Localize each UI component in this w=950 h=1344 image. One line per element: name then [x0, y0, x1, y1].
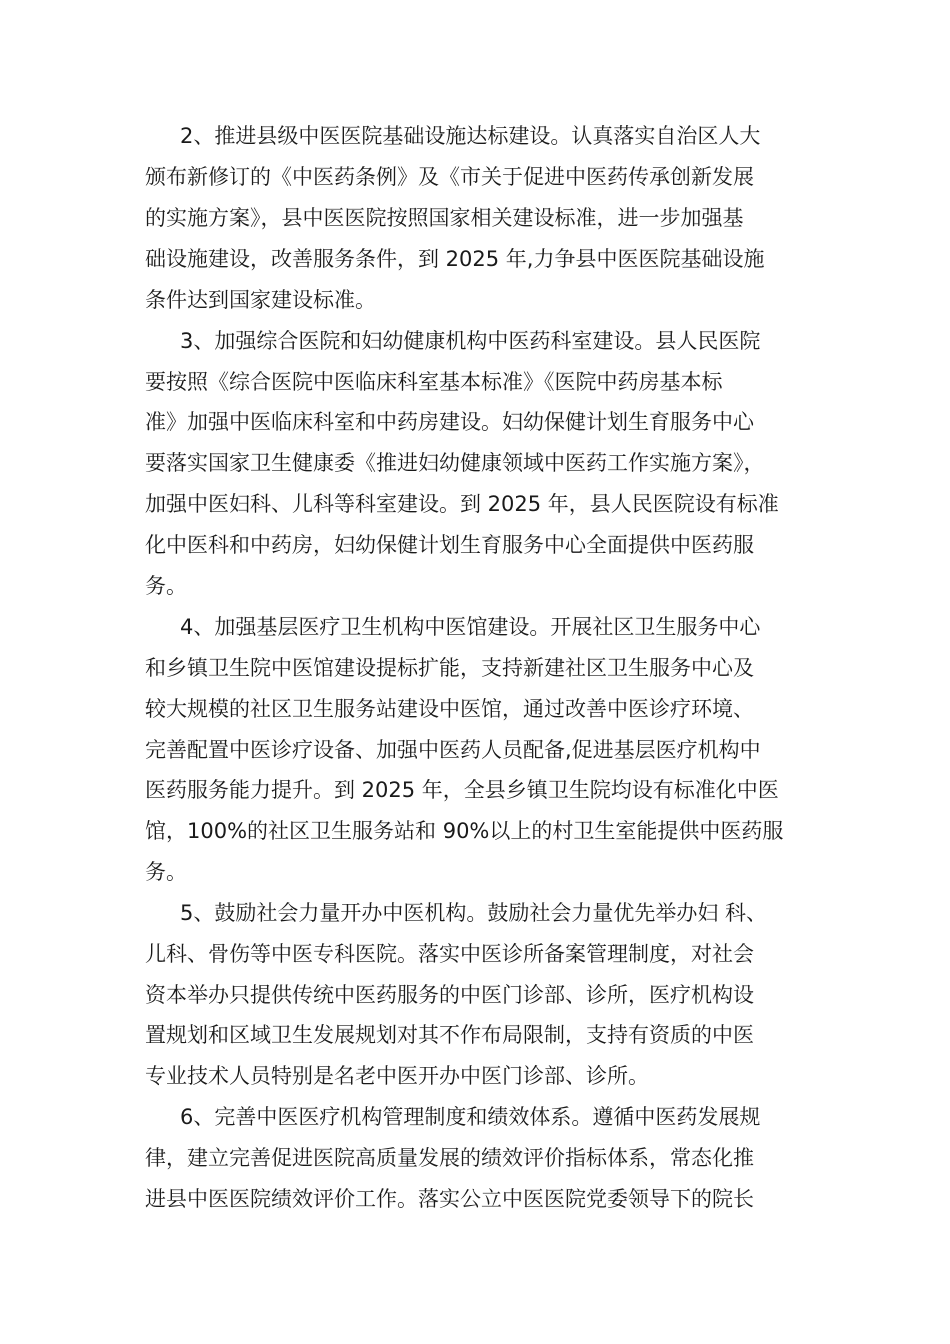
text-line: 5、鼓励社会力量开办中医机构。鼓励社会力量优先举办妇 科、 — [180, 901, 768, 925]
text-line: 馆，100%的社区卫生服务站和 90%以上的村卫生室能提供中医药服 — [145, 819, 784, 843]
text-line: 要按照《综合医院中医临床科室基本标准》《医院中药房基本标 — [145, 370, 723, 394]
text-line: 资本举办只提供传统中医药服务的中医门诊部、诊所，医疗机构设 — [145, 983, 754, 1007]
text-line: 4、加强基层医疗卫生机构中医馆建设。开展社区卫生服务中心 — [180, 615, 761, 639]
text-line: 条件达到国家建设标准。 — [145, 288, 376, 312]
text-line: 专业技术人员特别是名老中医开办中医门诊部、诊所。 — [145, 1064, 649, 1088]
text-line: 医药服务能力提升。到 2025 年，全县乡镇卫生院均设有标准化中医 — [145, 778, 779, 802]
text-line: 务。 — [145, 574, 187, 598]
text-line: 律，建立完善促进医院高质量发展的绩效评价指标体系，常态化推 — [145, 1146, 754, 1170]
text-line: 颁布新修订的《中医药条例》及《市关于促进中医药传承创新发展 — [145, 165, 754, 189]
text-line: 完善配置中医诊疗设备、加强中医药人员配备,促进基层医疗机构中 — [145, 738, 761, 762]
text-line: 加强中医妇科、儿科等科室建设。到 2025 年，县人民医院设有标准 — [145, 492, 779, 516]
text-line: 儿科、骨伤等中医专科医院。落实中医诊所备案管理制度，对社会 — [145, 942, 754, 966]
text-line: 3、加强综合医院和妇幼健康机构中医药科室建设。县人民医院 — [180, 329, 761, 353]
text-line: 较大规模的社区卫生服务站建设中医馆，通过改善中医诊疗环境、 — [145, 697, 754, 721]
text-line: 6、完善中医医疗机构管理制度和绩效体系。遵循中医药发展规 — [180, 1105, 761, 1129]
text-line: 础设施建设，改善服务条件，到 2025 年,力争县中医医院基础设施 — [145, 247, 765, 271]
text-line: 要落实国家卫生健康委《推进妇幼健康领域中医药工作实施方案》， — [145, 451, 765, 475]
text-line: 进县中医医院绩效评价工作。落实公立中医医院党委领导下的院长 — [145, 1187, 754, 1211]
text-line: 的实施方案》，县中医医院按照国家相关建设标准，进一步加强基 — [145, 206, 744, 230]
text-line: 置规划和区域卫生发展规划对其不作布局限制，支持有资质的中医 — [145, 1023, 754, 1047]
text-line: 准》加强中医临床科室和中药房建设。妇幼保健计划生育服务中心 — [145, 410, 754, 434]
text-line: 2、推进县级中医医院基础设施达标建设。认真落实自治区人大 — [180, 124, 761, 148]
text-line: 化中医科和中药房，妇幼保健计划生育服务中心全面提供中医药服 — [145, 533, 754, 557]
text-line: 和乡镇卫生院中医馆建设提标扩能，支持新建社区卫生服务中心及 — [145, 656, 754, 680]
text-line: 务。 — [145, 860, 187, 884]
